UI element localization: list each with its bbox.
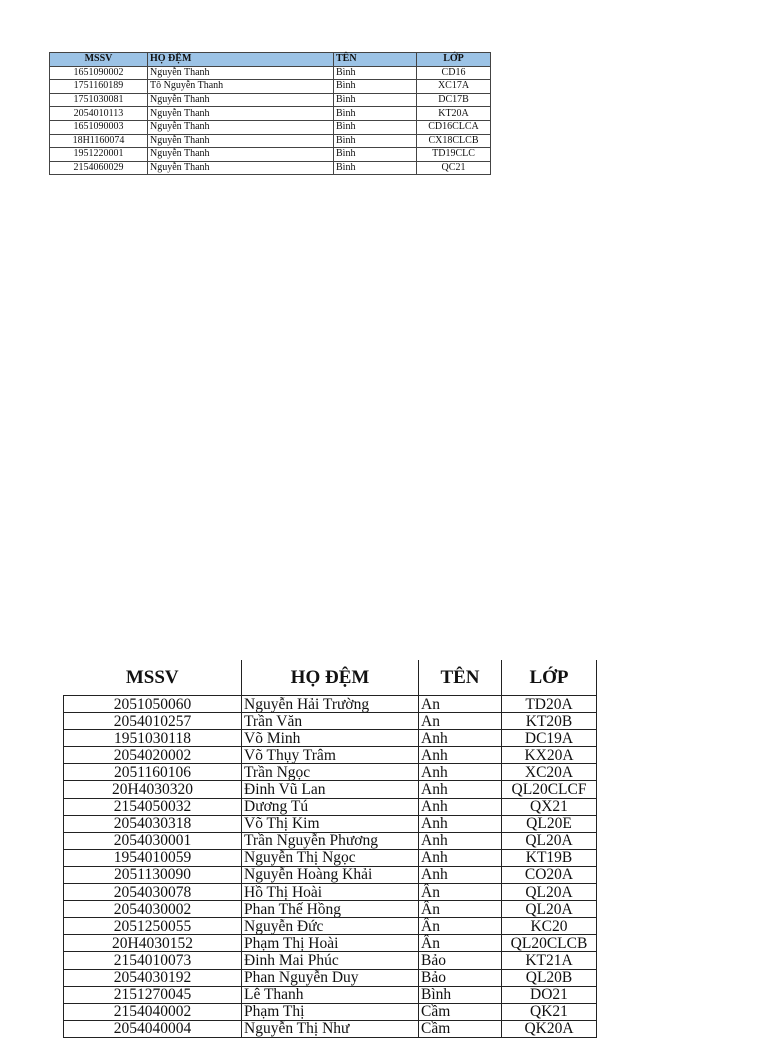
cell-mssv: 1651090003 [50, 120, 148, 134]
cell-ten: Anh [419, 730, 502, 747]
cell-mssv: 20H4030152 [64, 935, 242, 952]
cell-ho-dem: Nguyễn Thanh [148, 107, 334, 121]
cell-ho-dem: Dương Tú [242, 798, 419, 815]
cell-lop: KT19B [502, 849, 597, 866]
cell-ten: Anh [419, 866, 502, 883]
cell-mssv: 2054030001 [64, 832, 242, 849]
header-ho-dem: HỌ ĐỆM [242, 660, 419, 696]
cell-mssv: 2051130090 [64, 866, 242, 883]
cell-lop: QL20CLCF [502, 781, 597, 798]
cell-lop: TD19CLC [417, 148, 491, 162]
cell-mssv: 1951030118 [64, 730, 242, 747]
cell-ho-dem: Võ Thị Kim [242, 815, 419, 832]
cell-mssv: 2054030318 [64, 815, 242, 832]
cell-ten: Ân [419, 901, 502, 918]
cell-ten: Anh [419, 815, 502, 832]
small-table-body [50, 66, 491, 175]
table-row [64, 747, 597, 764]
cell-lop: KX20A [502, 747, 597, 764]
header-lop: LỚP [417, 53, 491, 67]
cell-lop: QK21 [502, 1003, 597, 1020]
cell-ho-dem: Nguyễn Thanh [148, 93, 334, 107]
table-row [50, 80, 491, 94]
header-mssv: MSSV [64, 660, 242, 696]
cell-ten: An [419, 696, 502, 713]
cell-ho-dem: Nguyễn Hoàng Khải [242, 866, 419, 883]
cell-ho-dem: Trần Văn [242, 713, 419, 730]
cell-ho-dem: Nguyễn Thanh [148, 161, 334, 175]
large-table-body [64, 696, 597, 1038]
cell-ho-dem: Nguyễn Thanh [148, 134, 334, 148]
cell-mssv: 2054020002 [64, 747, 242, 764]
cell-lop: CO20A [502, 866, 597, 883]
cell-lop: CX18CLCB [417, 134, 491, 148]
cell-mssv: 2154010073 [64, 952, 242, 969]
cell-ten: Anh [419, 781, 502, 798]
cell-mssv: 2154060029 [50, 161, 148, 175]
cell-lop: KC20 [502, 918, 597, 935]
cell-lop: KT20B [502, 713, 597, 730]
cell-mssv: 20H4030320 [64, 781, 242, 798]
cell-ten: An [419, 713, 502, 730]
cell-ten: Anh [419, 798, 502, 815]
cell-lop: QC21 [417, 161, 491, 175]
table-row [50, 120, 491, 134]
large-student-table [63, 660, 597, 1038]
table-row [50, 161, 491, 175]
table-row [50, 107, 491, 121]
cell-ten: Bình [334, 93, 417, 107]
cell-lop: KT20A [417, 107, 491, 121]
cell-ho-dem: Nguyễn Thị Ngọc [242, 849, 419, 866]
cell-lop: CD16CLCA [417, 120, 491, 134]
table-row [64, 884, 597, 901]
cell-ho-dem: Phan Thế Hồng [242, 901, 419, 918]
cell-ten: Anh [419, 832, 502, 849]
cell-mssv: 2054030078 [64, 884, 242, 901]
cell-lop: KT21A [502, 952, 597, 969]
cell-ten: Bảo [419, 969, 502, 986]
header-lop: LỚP [502, 660, 597, 696]
cell-ho-dem: Võ Thụy Trâm [242, 747, 419, 764]
cell-ten: Anh [419, 849, 502, 866]
cell-mssv: 2154040002 [64, 1003, 242, 1020]
table-row [50, 66, 491, 80]
cell-ho-dem: Nguyễn Đức [242, 918, 419, 935]
cell-ten: Anh [419, 747, 502, 764]
cell-lop: QL20B [502, 969, 597, 986]
cell-ho-dem: Trần Ngọc [242, 764, 419, 781]
table-row [64, 815, 597, 832]
cell-ten: Cầm [419, 1003, 502, 1020]
cell-ho-dem: Trần Nguyễn Phương [242, 832, 419, 849]
table-row [64, 849, 597, 866]
cell-ho-dem: Hồ Thị Hoài [242, 884, 419, 901]
large-table-header-row [64, 660, 597, 696]
cell-lop: QL20E [502, 815, 597, 832]
table-row [64, 866, 597, 883]
cell-ten: Ân [419, 884, 502, 901]
table-row [64, 798, 597, 815]
cell-mssv: 1954010059 [64, 849, 242, 866]
table-row [64, 935, 597, 952]
cell-ten: Bình [334, 66, 417, 80]
cell-mssv: 2054040004 [64, 1020, 242, 1037]
cell-lop: QK20A [502, 1020, 597, 1037]
cell-mssv: 2054010113 [50, 107, 148, 121]
cell-lop: QL20A [502, 884, 597, 901]
table-row [64, 730, 597, 747]
table-row [64, 952, 597, 969]
header-mssv: MSSV [50, 53, 148, 67]
cell-lop: XC20A [502, 764, 597, 781]
cell-mssv: 2054030192 [64, 969, 242, 986]
cell-ten: Ân [419, 918, 502, 935]
cell-ten: Bình [334, 161, 417, 175]
cell-ho-dem: Nguyễn Thanh [148, 120, 334, 134]
cell-lop: DO21 [502, 986, 597, 1003]
cell-lop: TD20A [502, 696, 597, 713]
cell-ten: Bình [334, 134, 417, 148]
cell-ho-dem: Phan Nguyễn Duy [242, 969, 419, 986]
cell-ho-dem: Phạm Thị Hoài [242, 935, 419, 952]
table-row [64, 1020, 597, 1037]
cell-mssv: 2051250055 [64, 918, 242, 935]
cell-lop: CD16 [417, 66, 491, 80]
cell-ten: Anh [419, 764, 502, 781]
cell-ten: Bình [334, 107, 417, 121]
cell-mssv: 1751030081 [50, 93, 148, 107]
cell-ten: Bình [419, 986, 502, 1003]
cell-lop: DC17B [417, 93, 491, 107]
table-row [64, 901, 597, 918]
cell-mssv: 2154050032 [64, 798, 242, 815]
cell-mssv: 2151270045 [64, 986, 242, 1003]
table-row [64, 986, 597, 1003]
cell-mssv: 2054010257 [64, 713, 242, 730]
cell-ho-dem: Đinh Mai Phúc [242, 952, 419, 969]
cell-mssv: 1951220001 [50, 148, 148, 162]
header-ten: TÊN [419, 660, 502, 696]
small-table [49, 52, 491, 175]
table-row [64, 832, 597, 849]
cell-ten: Ân [419, 935, 502, 952]
table-row [50, 148, 491, 162]
cell-ho-dem: Phạm Thị [242, 1003, 419, 1020]
cell-ho-dem: Nguyễn Thị Như [242, 1020, 419, 1037]
cell-mssv: 2051050060 [64, 696, 242, 713]
large-table [63, 660, 597, 1038]
cell-ten: Bình [334, 120, 417, 134]
cell-ten: Bình [334, 148, 417, 162]
cell-lop: QL20A [502, 832, 597, 849]
small-student-table [49, 52, 491, 175]
cell-ho-dem: Võ Minh [242, 730, 419, 747]
table-row [64, 764, 597, 781]
table-row [64, 713, 597, 730]
table-row [64, 781, 597, 798]
cell-mssv: 18H1160074 [50, 134, 148, 148]
cell-mssv: 2054030002 [64, 901, 242, 918]
cell-mssv: 1751160189 [50, 80, 148, 94]
table-row [64, 918, 597, 935]
table-row [64, 696, 597, 713]
cell-mssv: 1651090002 [50, 66, 148, 80]
cell-ho-dem: Nguyễn Hải Trường [242, 696, 419, 713]
header-ten: TÊN [334, 53, 417, 67]
cell-ho-dem: Tô Nguyễn Thanh [148, 80, 334, 94]
cell-lop: DC19A [502, 730, 597, 747]
cell-ho-dem: Đinh Vũ Lan [242, 781, 419, 798]
cell-ho-dem: Lê Thanh [242, 986, 419, 1003]
cell-lop: QL20A [502, 901, 597, 918]
cell-lop: XC17A [417, 80, 491, 94]
small-table-header-row [50, 53, 491, 67]
cell-ten: Bảo [419, 952, 502, 969]
cell-ho-dem: Nguyễn Thanh [148, 148, 334, 162]
cell-ten: Cầm [419, 1020, 502, 1037]
table-row [50, 93, 491, 107]
cell-ho-dem: Nguyễn Thanh [148, 66, 334, 80]
header-ho-dem: HỌ ĐỆM [148, 53, 334, 67]
table-row [64, 1003, 597, 1020]
cell-lop: QL20CLCB [502, 935, 597, 952]
cell-mssv: 2051160106 [64, 764, 242, 781]
cell-ten: Bình [334, 80, 417, 94]
table-row [50, 134, 491, 148]
cell-lop: QX21 [502, 798, 597, 815]
table-row [64, 969, 597, 986]
